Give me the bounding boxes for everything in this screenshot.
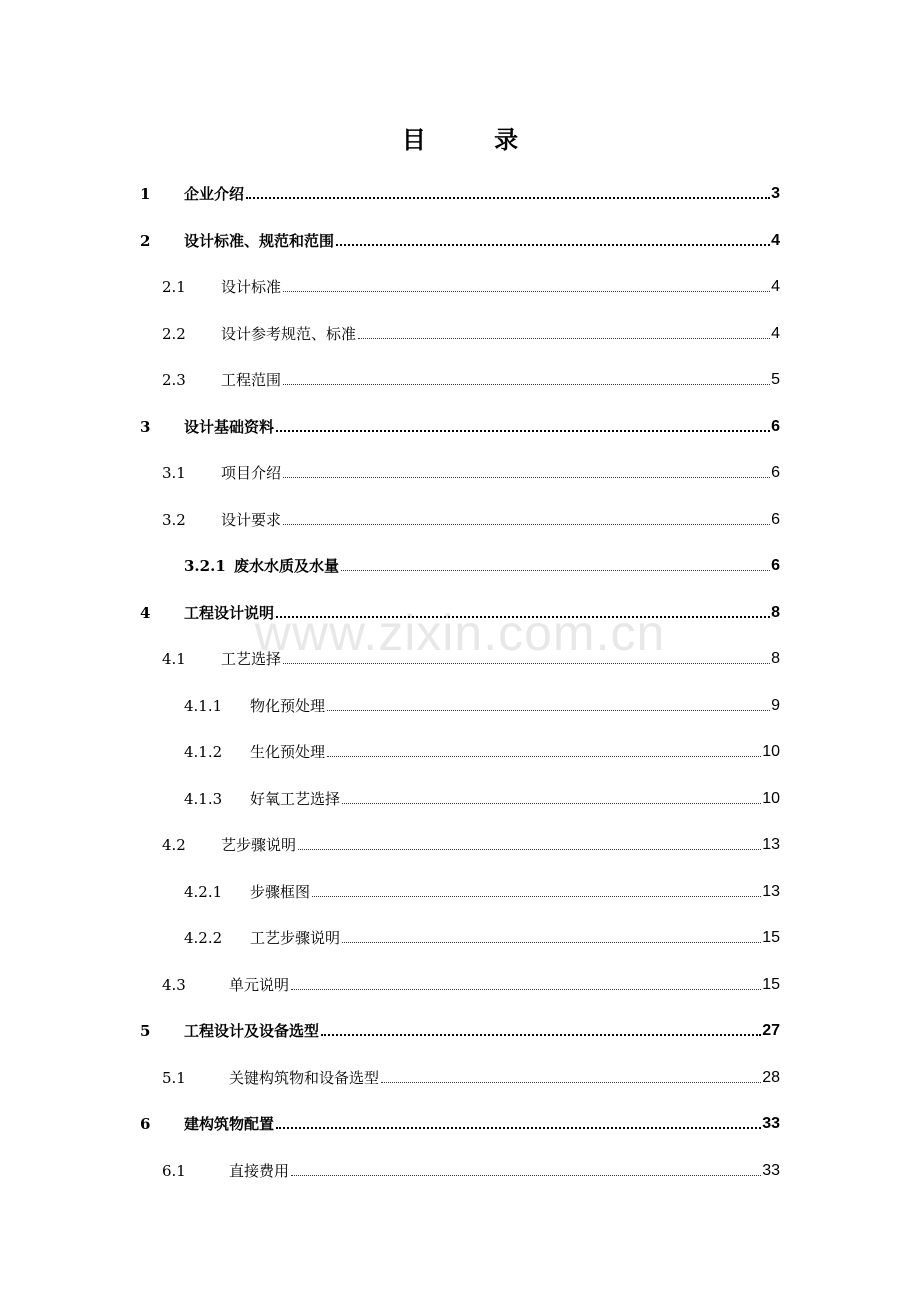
watermark: www.zixin.com.cn [254, 605, 666, 661]
toc-entry-number: 4.1.1 [184, 697, 223, 715]
toc-entry-number: 4.1.3 [184, 790, 223, 808]
toc-entry[interactable] [162, 273, 780, 297]
toc-entry-page: 10 [762, 743, 780, 760]
toc-entry[interactable] [140, 1110, 780, 1134]
toc-entry-page: 13 [762, 836, 780, 853]
toc-entry[interactable] [184, 552, 780, 576]
toc-dot-leader [291, 1175, 761, 1176]
toc-entry[interactable] [162, 506, 780, 530]
toc-entry-title: 废水水质及水量 [234, 557, 340, 575]
toc-entry-page: 5 [771, 371, 780, 388]
toc-entry-title: 设计基础资料 [184, 418, 275, 436]
toc-entry-title: 设计标准 [221, 278, 282, 296]
toc-dot-leader [342, 942, 761, 943]
toc-entry[interactable] [162, 366, 780, 390]
toc-entry[interactable] [140, 413, 780, 437]
toc-entry-number: 1 [140, 185, 151, 203]
toc-dot-leader [327, 756, 761, 757]
toc-entry[interactable] [140, 1017, 780, 1041]
toc-entry-number: 2.2 [162, 325, 186, 343]
toc-entry-page: 6 [771, 418, 780, 435]
toc-entry-title: 好氧工艺选择 [250, 790, 341, 808]
toc-dot-leader [283, 663, 770, 664]
toc-entry-number: 4 [140, 604, 151, 622]
toc-entry-number: 4.2.2 [184, 929, 223, 947]
toc-dot-leader [336, 244, 770, 246]
toc-entry-number: 4.2.1 [184, 883, 223, 901]
toc-entry-number: 5.1 [162, 1069, 186, 1087]
toc-entry[interactable] [140, 599, 780, 623]
toc-entry-title: 物化预处理 [250, 697, 326, 715]
toc-entry[interactable] [162, 1157, 780, 1181]
toc-entry[interactable] [140, 227, 780, 251]
page-title: 目 录 [401, 125, 549, 154]
toc-entry-title: 艺步骤说明 [221, 836, 297, 854]
toc-entry-page: 28 [762, 1069, 780, 1086]
toc-dot-leader [276, 616, 770, 618]
toc-entry-number: 4.2 [162, 836, 186, 854]
toc-entry-title: 单元说明 [229, 976, 290, 994]
toc-entry[interactable] [162, 831, 780, 855]
toc-entry-title: 生化预处理 [250, 743, 326, 761]
toc-entry-page: 27 [762, 1022, 780, 1039]
toc-dot-leader [246, 197, 770, 199]
toc-entry[interactable] [184, 785, 780, 809]
toc-entry-page: 15 [762, 929, 780, 946]
toc-entry-title: 工程范围 [221, 371, 282, 389]
toc-entry[interactable] [162, 971, 780, 995]
toc-entry-page: 13 [762, 883, 780, 900]
toc-entry-page: 8 [771, 604, 780, 621]
toc-entry-number: 6.1 [162, 1162, 186, 1180]
toc-dot-leader [327, 710, 770, 711]
toc-entry-page: 33 [762, 1162, 780, 1179]
toc-dot-leader [341, 570, 770, 571]
toc-entry-number: 3.2 [162, 511, 186, 529]
toc-dot-leader [283, 524, 770, 525]
toc-entry[interactable] [184, 738, 780, 762]
toc-dot-leader [283, 291, 770, 292]
toc-dot-leader [298, 849, 761, 850]
toc-entry-number: 3 [140, 418, 151, 436]
toc-dot-leader [276, 1127, 761, 1129]
toc-entry[interactable] [140, 180, 780, 204]
toc-entry-title: 步骤框图 [250, 883, 311, 901]
toc-entry-page: 6 [771, 511, 780, 528]
toc-entry-title: 工程设计说明 [184, 604, 275, 622]
toc-entry[interactable] [162, 1064, 780, 1088]
toc-entry[interactable] [184, 924, 780, 948]
toc-entry-title: 设计标准、规范和范围 [184, 232, 335, 250]
toc-entry-page: 9 [771, 697, 780, 714]
toc-entry-page: 33 [762, 1115, 780, 1132]
toc-entry[interactable] [162, 645, 780, 669]
toc-entry-page: 6 [771, 464, 780, 481]
toc-dot-leader [358, 338, 770, 339]
toc-entry-page: 3 [771, 185, 780, 202]
toc-entry-page: 10 [762, 790, 780, 807]
toc-entry-number: 3.2.1 [184, 557, 226, 575]
toc-dot-leader [381, 1082, 761, 1083]
toc-entry-title: 工艺步骤说明 [250, 929, 341, 947]
toc-entry-title: 关键构筑物和设备选型 [229, 1069, 380, 1087]
toc-dot-leader [312, 896, 761, 897]
toc-entry[interactable] [184, 878, 780, 902]
toc-entry-title: 设计参考规范、标准 [221, 325, 357, 343]
toc-entry-title: 项目介绍 [221, 464, 282, 482]
toc-dot-leader [283, 477, 770, 478]
toc-entry[interactable] [162, 320, 780, 344]
toc-dot-leader [291, 989, 761, 990]
toc-dot-leader [276, 430, 770, 432]
toc-entry-number: 6 [140, 1115, 151, 1133]
toc-entry-page: 4 [771, 278, 780, 295]
toc-entry-number: 4.1.2 [184, 743, 223, 761]
toc-dot-leader [342, 803, 761, 804]
toc-dot-leader [321, 1034, 761, 1036]
toc-entry-number: 2.1 [162, 278, 186, 296]
toc-entry-number: 4.3 [162, 976, 186, 994]
toc-entry-number: 3.1 [162, 464, 186, 482]
toc-entry-page: 6 [771, 557, 780, 574]
toc-entry-title: 工程设计及设备选型 [184, 1022, 320, 1040]
toc-entry-number: 5 [140, 1022, 151, 1040]
toc-entry-title: 工艺选择 [221, 650, 282, 668]
toc-entry-page: 4 [771, 325, 780, 342]
toc-entry-page: 15 [762, 976, 780, 993]
toc-entry[interactable] [184, 692, 780, 716]
toc-entry-title: 直接费用 [229, 1162, 290, 1180]
toc-entry-page: 4 [771, 232, 780, 249]
toc-entry-number: 2 [140, 232, 151, 250]
toc-entry-page: 8 [771, 650, 780, 667]
toc-dot-leader [283, 384, 770, 385]
toc-entry-title: 建构筑物配置 [184, 1115, 275, 1133]
toc-entry-number: 4.1 [162, 650, 186, 668]
toc-entry-title: 企业介绍 [184, 185, 245, 203]
toc-entry[interactable] [162, 459, 780, 483]
toc-entry-number: 2.3 [162, 371, 186, 389]
toc-entry-title: 设计要求 [221, 511, 282, 529]
